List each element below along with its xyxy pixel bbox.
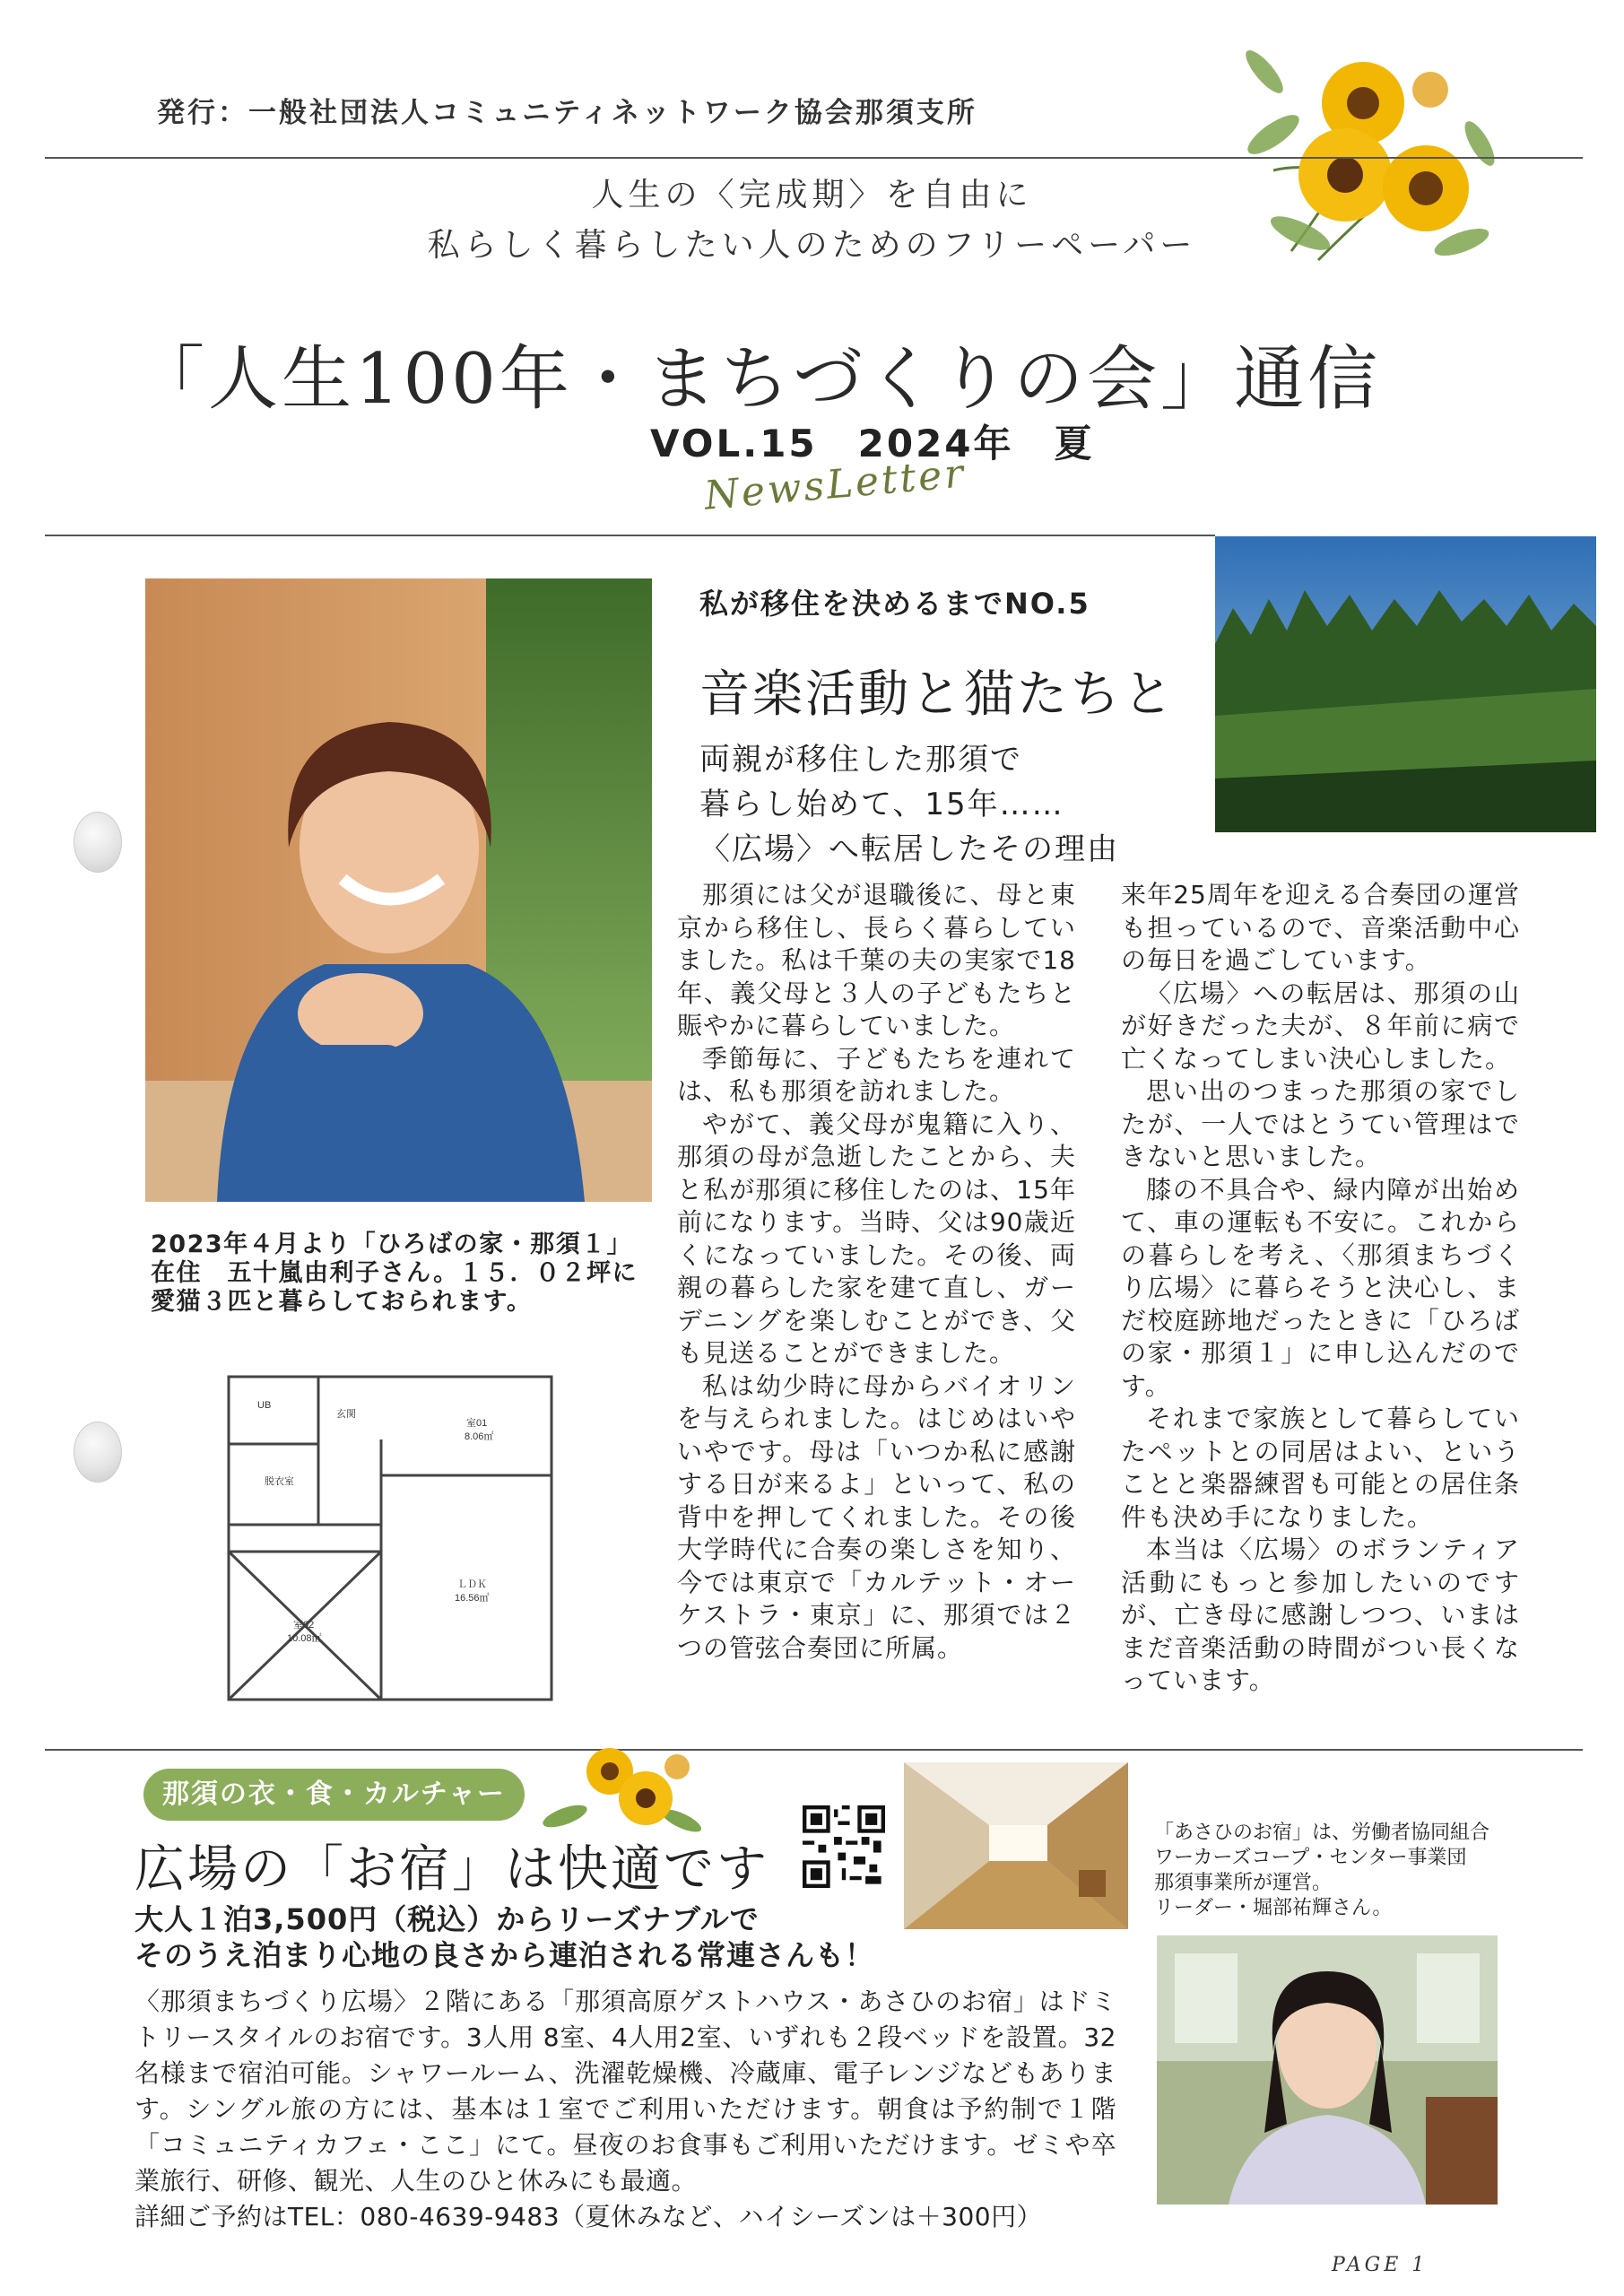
room-entrance-label: 玄関 [336,1409,356,1420]
article-subtitle [699,737,1119,872]
paragraph: それまで家族として暮らしていたペットとの同居はよい、ということと楽器練習も可能との居住条件も決め手になりました。 [1121,1404,1520,1532]
caption-line: ワーカーズコープ・センター事業団 [1154,1847,1467,1869]
caption-line: リーダー・堀部祐輝さん。 [1154,1897,1393,1919]
publisher-line: 発行：一般社団法人コミュニティネットワーク協会那須支所 [157,97,977,129]
newsletter-title: 「人生100年・まちづくりの会」通信 [135,339,1382,420]
punch-hole-icon [74,812,122,873]
portrait-caption: 2023年４月より「ひろばの家・那須１」在住 五十嵐由利子さん。１５．０２坪に愛猫３匹と暮らしておられます。 [151,1231,638,1316]
article-series-label: 私が移住を決めるまでNO.5 [699,587,1090,621]
paragraph: 季節毎に、子どもたちを連れては、私も那須を訪れました。 [677,1043,1076,1106]
paragraph: やがて、義父母が鬼籍に入り、那須の母が急逝したことから、夫と私が那須に移住したのは、15年前になります。当時、父は90歳近くになっていました。その後、両親の暮らした家を建て直し、ガーデニングを楽しむことができ、父も見送ることができました。 [677,1109,1076,1368]
category-tag: 那須の衣・食・カルチャー [143,1769,525,1821]
paragraph: 私は幼少時に母からバイオリンを与えられました。はじめはいやいやです。母は「いつか私に感謝する日が来るよ」といって、私の背中を押してくれました。その後大学時代に合奏の楽しさを知り、今では東京で「カルテット・オーケストラ・東京」に、那須では２つの管弦合奏団に所属。 [677,1370,1076,1663]
tagline-line-1: 人生の〈完成期〉を自由に [591,177,1033,213]
guesthouse-corridor-photo [904,1762,1128,1929]
volume-label: VOL.15 2024年 夏 [650,422,1095,465]
room-02-area: 10.08㎡ [287,1633,322,1644]
tagline-line-2: 私らしく暮らしたい人のためのフリーペーパー [427,227,1197,264]
paragraph: 〈広場〉への転居は、那須の山が好きだった夫が、８年前に病で亡くなってしまい決心しました。 [1121,978,1520,1074]
paragraph: 思い出のつまった那須の家でしたが、一人ではとうてい管理はできないと思いました。 [1121,1076,1520,1171]
header-rule [45,157,1583,159]
paragraph: 本当は〈広場〉のボランティア活動にもっと参加したいのですが、亡き母に感謝しつつ、いまはまだ音楽活動の時間がつい長くなっています。 [1121,1535,1520,1695]
caption-line: 那須事業所が運営。 [1154,1872,1333,1894]
room-01-label: 室01 [466,1418,488,1429]
room-dressing-label: 脱衣室 [265,1476,294,1487]
section-rule-bottom [45,1749,1583,1751]
lead-line: 大人１泊3,500円（税込）からリーズナブルで [135,1902,760,1936]
room-01-area: 8.06㎡ [465,1431,494,1442]
section-rule-top [45,535,1215,536]
caption-line: 「あさひのお宿」は、労働者協同組合 [1154,1822,1490,1844]
floor-plan-diagram [220,1368,565,1713]
subtitle-line: 〈広場〉へ転居したその理由 [699,831,1119,867]
room-ldk-area: 16.56㎡ [455,1593,490,1604]
page-number: PAGE 1 [1332,2254,1429,2276]
cornfield-photo [1215,536,1596,832]
section2-body: 〈那須まちづくり広場〉２階にある「那須高原ゲストハウス・あさひのお宿」はドミトリースタイルのお宿です。3人用 8室、4人用2室、いずれも２段ベッドを設置。32名様まで宿泊可能。シャワールーム、洗濯乾燥機、冷蔵庫、電子レンジなどもあります。シングル旅の方には、基本は１室でご利用いただけます。朝食は予約制で１階「コミュニティカフェ・ここ」にて。昼夜のお食事もご利用いただけます。ゼミや卒業旅行、研修、観光、人生のひと休みにも最適。 [135,1987,1116,2196]
lead-line: そのうえ泊まり心地の良さから連泊される常連さんも！ [135,1938,875,1972]
paragraph: 来年25周年を迎える合奏団の運営も担っているので、音楽活動中心の毎日を過ごしています。 [1121,880,1520,975]
room-02-label: 室02 [293,1620,315,1631]
article-column-2 [1121,879,1520,1698]
reservation-tel: 詳細ご予約はTEL：080-4639-9483（夏休みなど、ハイシーズンは＋300円） [135,2202,1043,2231]
subtitle-line: 両親が移住した那須で [699,742,1022,778]
staff-portrait-photo [1157,1935,1498,2205]
portrait-photo [145,578,652,1202]
article-column-1 [677,879,1076,1665]
paragraph: 膝の不具合や、緑内障が出始めて、車の運転も不安に。これからの暮らしを考え、〈那須まちづくり広場〉に暮らそうと決心し、まだ校庭跡地だったときに「ひろばの家・那須１」に申し込んだのです。 [1121,1174,1520,1401]
qr-code-icon[interactable] [803,1805,885,1888]
article-title: 音楽活動と猫たちと [699,665,1176,724]
section2-lead [135,1901,924,1973]
newsletter-script-label: NewsLetter [702,450,968,519]
room-ub-label: UB [257,1400,272,1411]
paragraph: 那須には父が退職後に、母と東京から移住し、長らく暮らしていました。私は千葉の夫の実家で18年、義父母と３人の子どもたちと賑やかに暮らしていました。 [677,880,1076,1040]
subtitle-line: 暮らし始めて、15年…… [699,787,1064,822]
staff-photo-caption [1154,1821,1567,1921]
section2-title: 広場の「お宿」は快適です [135,1840,769,1899]
punch-hole-icon [74,1422,122,1483]
room-ldk-label: ＬＤＫ [457,1579,487,1590]
